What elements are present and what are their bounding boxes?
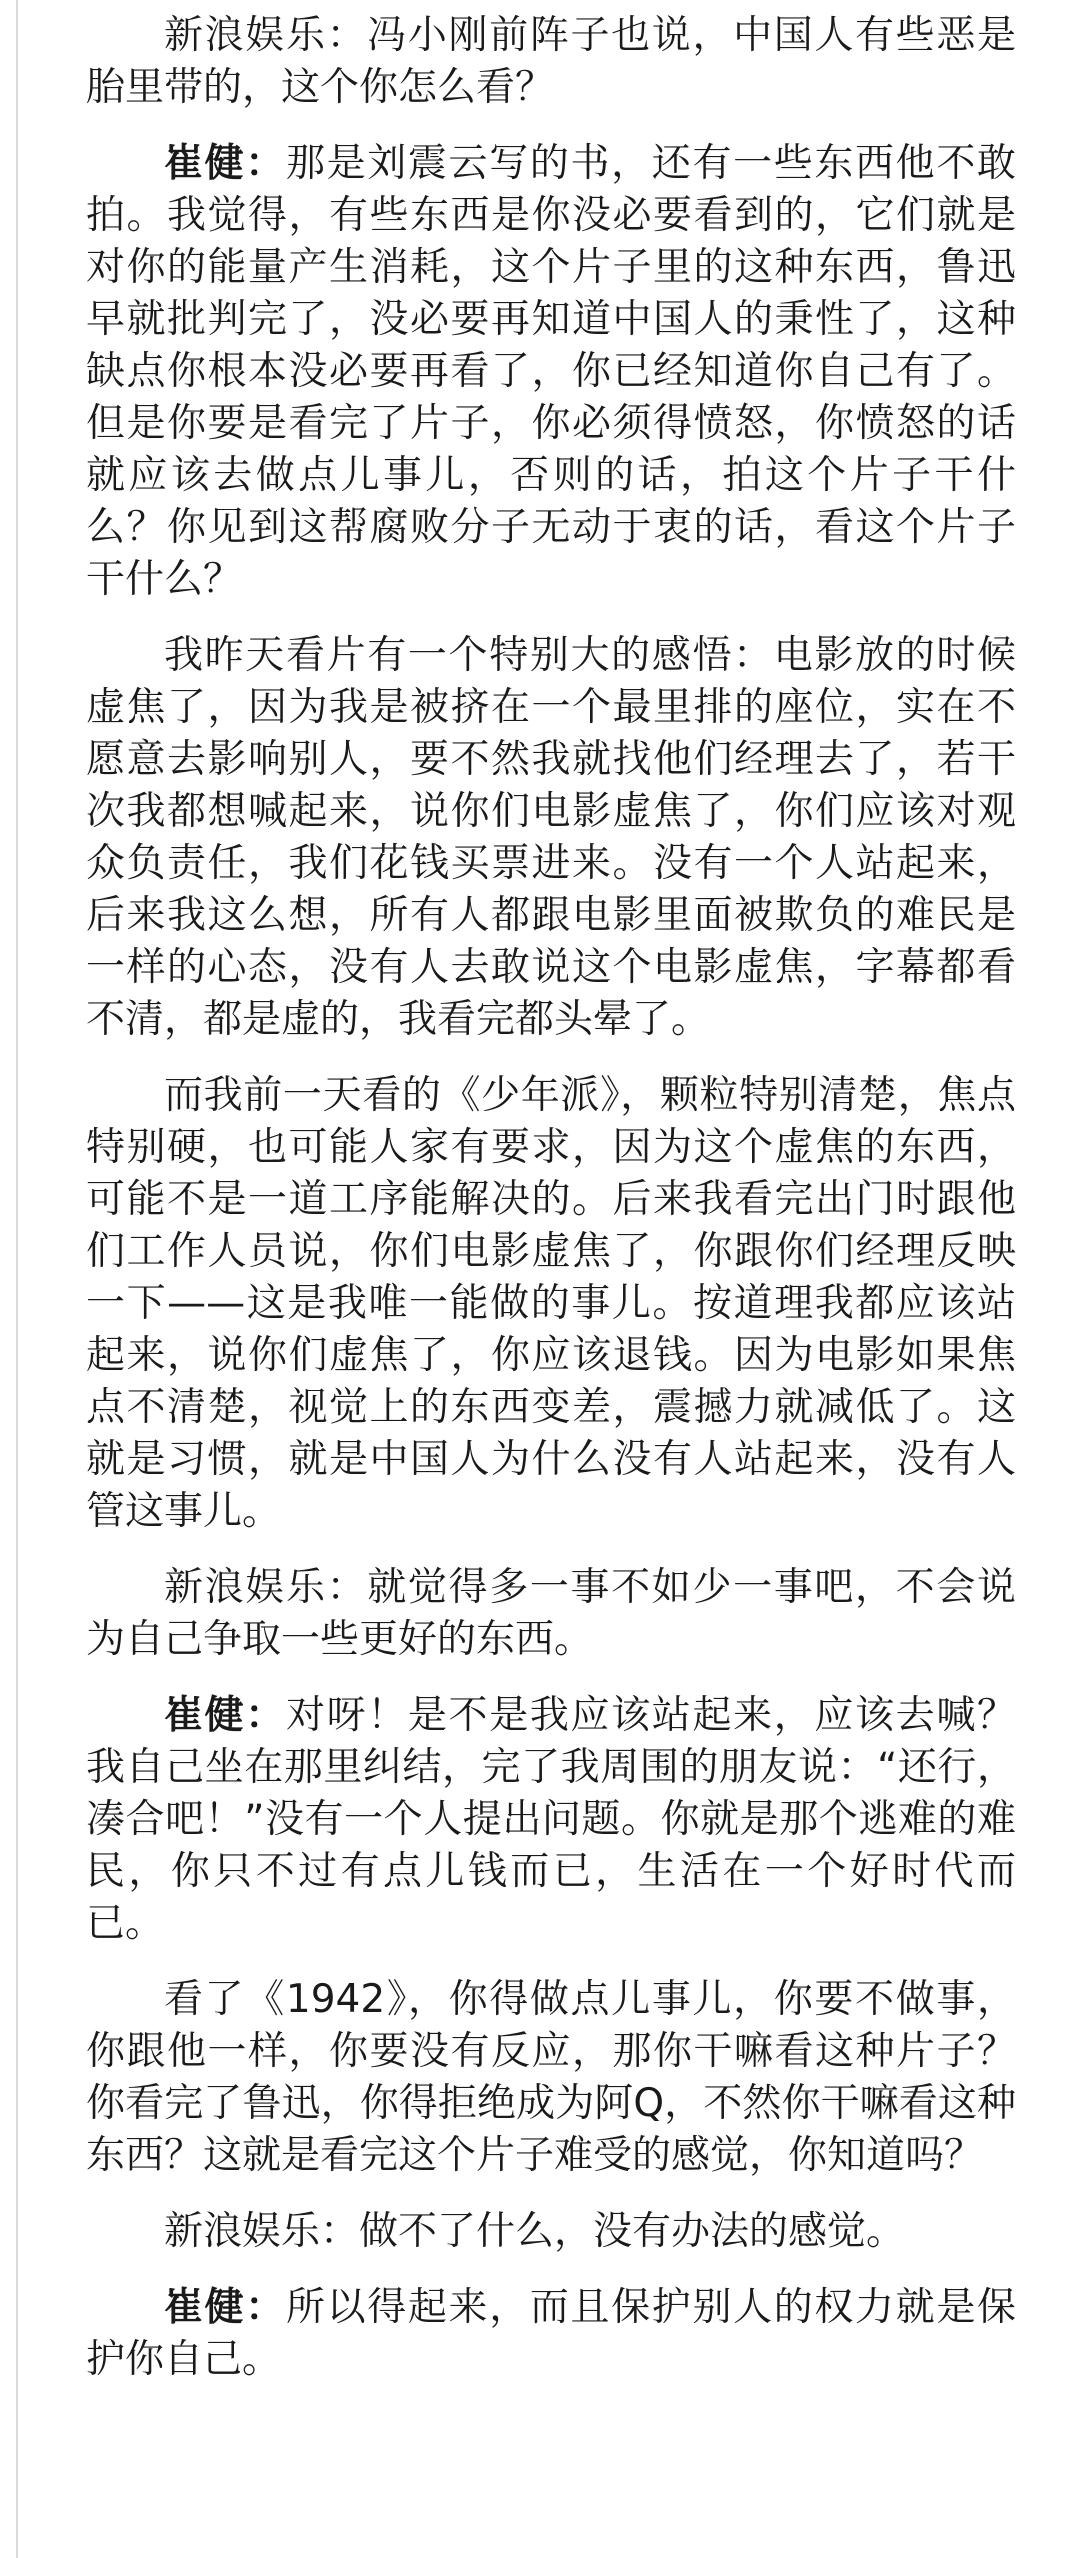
paragraph-5 <box>86 1562 1016 1666</box>
paragraph-4 <box>86 1070 1016 1538</box>
paragraph-6 <box>86 1690 1016 1950</box>
paragraph-1 <box>86 10 1016 114</box>
paragraph-2 <box>86 138 1016 606</box>
article-body <box>86 10 1016 2410</box>
speaker-label: 崔健： <box>164 1693 286 1738</box>
left-margin-rule <box>16 0 18 2558</box>
paragraph-text: 而我前一天看的《少年派》，颗粒特别清楚，焦点特别硬，也可能人家有要求，因为这个虚焦的东西，可能不是一道工序能解决的。后来我看完出门时跟他们工作人员说，你们电影虚焦了，你跟你们经理反映一下——这是我唯一能做的事儿。按道理我都应该站起来，说你们虚焦了，你应该退钱。因为电影如果焦点不清楚，视觉上的东西变差，震撼力就减低了。这就是习惯，就是中国人为什么没有人站起来，没有人管这事儿。 <box>86 1073 1016 1534</box>
paragraph-text: 那是刘震云写的书，还有一些东西他不敢拍。我觉得，有些东西是你没必要看到的，它们就是对你的能量产生消耗，这个片子里的这种东西，鲁迅早就批判完了，没必要再知道中国人的秉性了，这种缺点你根本没必要再看了，你已经知道你自己有了。但是你要是看完了片子，你必须得愤怒，你愤怒的话就应该去做点儿事儿，否则的话，拍这个片子干什么？你见到这帮腐败分子无动于衷的话，看这个片子干什么？ <box>86 141 1016 602</box>
paragraph-9 <box>86 2282 1016 2386</box>
speaker-label: 崔健： <box>164 2285 286 2330</box>
paragraph-text: 新浪娱乐：做不了什么，没有办法的感觉。 <box>164 2209 906 2254</box>
paragraph-7 <box>86 1974 1016 2182</box>
paragraph-text: 新浪娱乐：就觉得多一事不如少一事吧，不会说为自己争取一些更好的东西。 <box>86 1565 1016 1662</box>
paragraph-3 <box>86 630 1016 1046</box>
paragraph-8 <box>86 2206 1016 2258</box>
paragraph-text: 所以得起来，而且保护别人的权力就是保护你自己。 <box>86 2285 1016 2382</box>
paragraph-text: 看了《1942》，你得做点儿事儿，你要不做事，你跟他一样，你要没有反应，那你干嘛看这种片子？你看完了鲁迅，你得拒绝成为阿Q，不然你干嘛看这种东西？这就是看完这个片子难受的感觉，你知道吗？ <box>86 1977 1016 2178</box>
paragraph-text: 新浪娱乐：冯小刚前阵子也说，中国人有些恶是胎里带的，这个你怎么看？ <box>86 13 1016 110</box>
paragraph-text: 我昨天看片有一个特别大的感悟：电影放的时候虚焦了，因为我是被挤在一个最里排的座位，实在不愿意去影响别人，要不然我就找他们经理去了，若干次我都想喊起来，说你们电影虚焦了，你们应该对观众负责任，我们花钱买票进来。没有一个人站起来，后来我这么想，所有人都跟电影里面被欺负的难民是一样的心态，没有人去敢说这个电影虚焦，字幕都看不清，都是虚的，我看完都头晕了。 <box>86 633 1016 1042</box>
paragraph-text: 对呀！是不是我应该站起来，应该去喊？我自己坐在那里纠结，完了我周围的朋友说：“还行，凑合吧！”没有一个人提出问题。你就是那个逃难的难民，你只不过有点儿钱而已，生活在一个好时代而已。 <box>86 1693 1016 1946</box>
speaker-label: 崔健： <box>164 141 286 186</box>
